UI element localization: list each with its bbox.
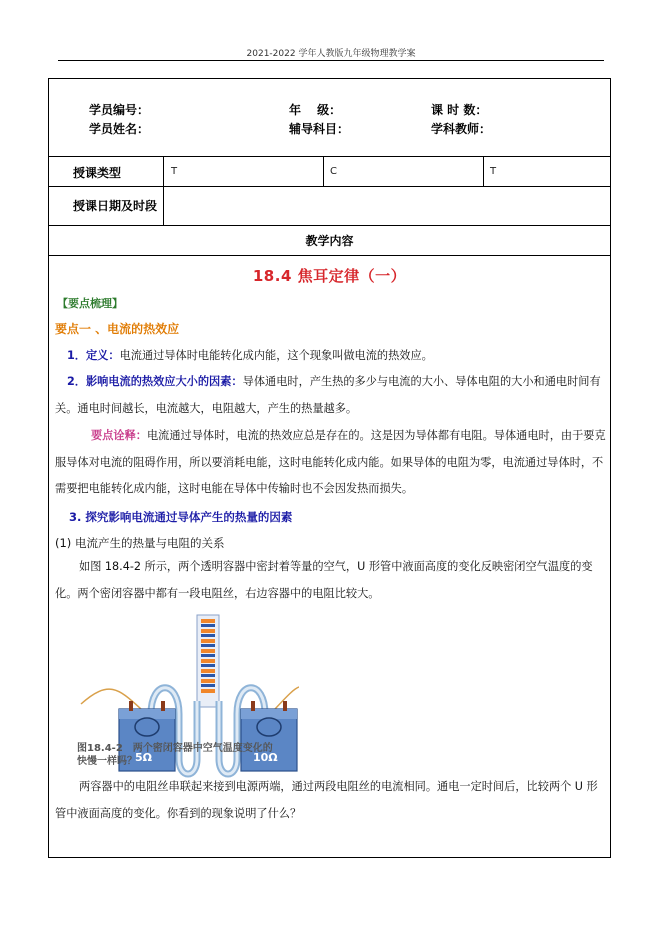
paragraph-1	[55, 554, 607, 607]
row-divider	[49, 225, 610, 226]
row-divider	[49, 156, 610, 157]
col-divider	[483, 156, 484, 186]
item-2-key: 影响电流的热效应大小的因素：	[85, 375, 243, 388]
content-header: 教学内容	[305, 234, 354, 248]
date-label: 授课日期及时段	[73, 199, 158, 213]
lesson-type-value-3: T	[490, 166, 497, 177]
item-1-key: 定义：	[85, 349, 120, 362]
u-tube-experiment-figure	[79, 609, 299, 799]
lesson-type-label: 授课类型	[73, 166, 122, 180]
col-divider	[163, 156, 164, 226]
grade-label: 年 级：	[289, 103, 342, 117]
student-no-label: 学员编号：	[89, 103, 150, 117]
item-2-number: 2．	[67, 375, 86, 388]
page-header: 2021-2022 学年人教版九年级物理教学案	[246, 49, 416, 59]
row-divider	[49, 255, 610, 256]
key-points-tag: 【要点梳理】	[57, 297, 123, 310]
item-3-heading: 3. 探究影响电流通过导体产生的热量的因素	[69, 510, 293, 524]
sub-heading-1: (1) 电流产生的热量与电阻的关系	[55, 536, 225, 550]
point-heading: 要点一 、电流的热效应	[55, 322, 180, 336]
paragraph-1-text: 如图 18.4-2 所示，两个透明容器中密封着等量的空气，U 形管中液面高度的变化反映密闭空气温度的变化。两个密闭容器中都有一段电阻丝，右边容器中的电阻比较大。	[55, 560, 593, 600]
note-key: 要点诠释：	[91, 429, 147, 442]
lesson-title: 18.4 焦耳定律（一）	[252, 267, 407, 285]
teacher-label: 学科教师：	[431, 122, 492, 136]
item-2-text: 导体通电时，产生热的多少与电流的大小、导体电阻的大小和通电时间有关。通电时间越长，电流越大，电阻越大，产生的热量越多。	[55, 375, 601, 415]
lesson-table	[48, 78, 611, 858]
col-divider	[323, 156, 324, 186]
figure-caption: 图18.4-2 两个密闭容器中空气温度变化的快慢一样吗？	[77, 743, 273, 767]
student-name-label: 学员姓名：	[89, 122, 150, 136]
tutor-subject-label: 辅导科目：	[289, 122, 350, 136]
item-1	[67, 343, 607, 370]
lesson-type-value-2: C	[330, 166, 337, 177]
paragraph-2-text: 两容器中的电阻丝串联起来接到电源两端，通过两段电阻丝的电流相同。通电一定时间后，比较两个 U 形管中液面高度的变化。你看到的现象说明了什么？	[55, 780, 598, 820]
note-text: 电流通过导体时，电流的热效应总是存在的。这是因为导体都有电阻。导体通电时，由于要克服导体对电流的阻碍作用，所以要消耗电能，这时电能转化成内能。如果导体的电阻为零，电流通过导体时，不需要把电能转化成内能，这时电能在导体中传输时也不会因发热而损失。	[55, 429, 606, 495]
row-divider	[49, 186, 610, 187]
left-resistor-label: 5Ω	[135, 751, 153, 764]
item-1-number: 1．	[67, 349, 86, 362]
item-1-text: 电流通过导体时电能转化成内能，这个现象叫做电流的热效应。	[119, 349, 433, 362]
right-resistor-label: 10Ω	[253, 751, 278, 764]
class-hours-label: 课 时 数：	[431, 103, 488, 117]
lesson-type-value-1: T	[171, 166, 178, 177]
header-rule	[58, 60, 604, 61]
note-paragraph	[55, 423, 607, 503]
paragraph-2	[55, 774, 607, 827]
item-2	[55, 369, 607, 422]
